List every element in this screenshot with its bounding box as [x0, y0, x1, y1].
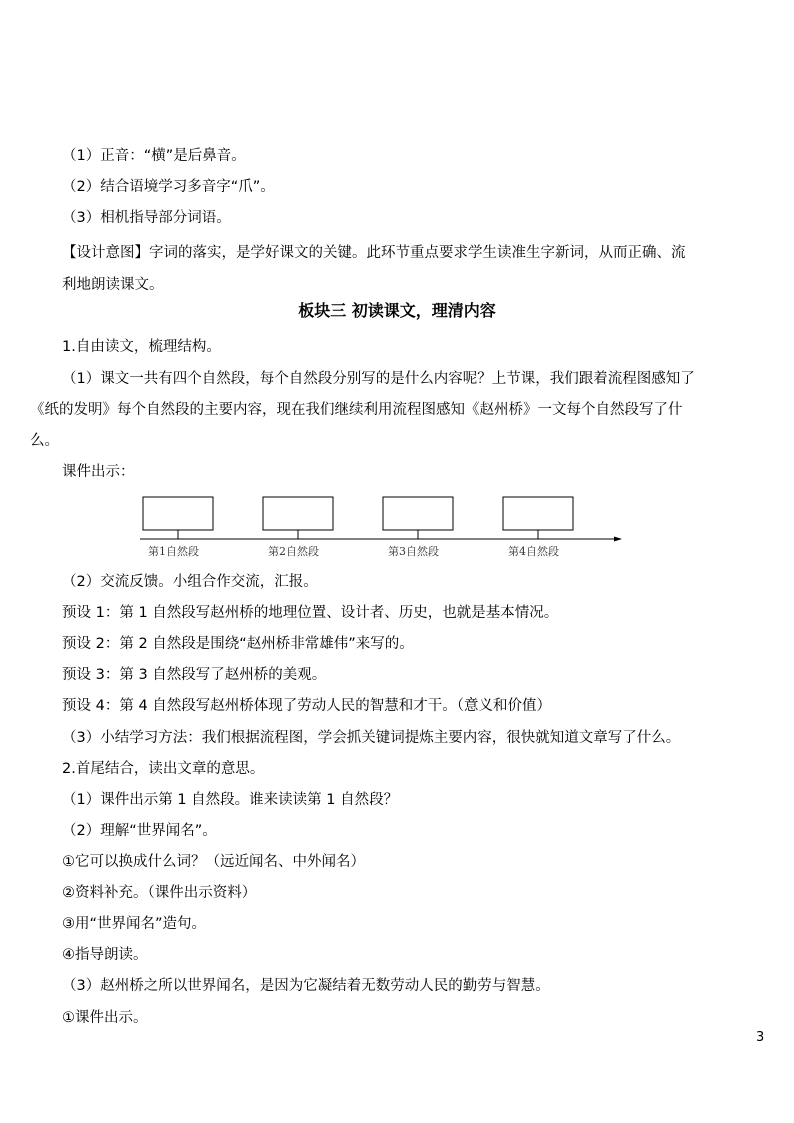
- step-2-title: 2.首尾结合，读出文章的意思。: [62, 761, 265, 777]
- flow-box-2: [263, 497, 333, 530]
- text-line-sub-2: ②资料补充。（课件出示资料）: [62, 885, 257, 901]
- text-line-summary: （3）小结学习方法：我们根据流程图，学会抓关键词提炼主要内容，很快就知道文章写了什么。: [62, 730, 681, 746]
- text-line-courseware-show: ①课件出示。: [62, 1010, 148, 1026]
- design-intent-text-2: 利地朗读课文。: [62, 277, 164, 293]
- flow-diagram-svg: [140, 493, 630, 563]
- text-line-polyphonic: （2）结合语境学习多音字“爪”。: [62, 179, 275, 195]
- courseware-label: 课件出示：: [62, 464, 135, 480]
- text-line-understand: （2）理解“世界闻名”。: [62, 823, 217, 839]
- design-intent-note: [62, 237, 752, 301]
- text-line-preset-1: 预设 1：第 1 自然段写赵州桥的地理位置、设计者、历史，也就是基本情况。: [62, 605, 559, 621]
- step-1-question-line-1: （1）课文一共有四个自然段，每个自然段分别写的是什么内容呢？上节课，我们跟着流程图感知了: [62, 371, 695, 387]
- flow-label-3: 第3自然段: [388, 545, 439, 558]
- text-line-preset-4: 预设 4：第 4 自然段写赵州桥体现了劳动人民的智慧和才干。（意义和价值）: [62, 698, 552, 714]
- page-number: 3: [756, 1030, 765, 1045]
- flow-arrow-head: [614, 537, 622, 542]
- section-heading: 板块三 初读课文，理清内容: [298, 301, 496, 320]
- step-1-question-line-2: 《纸的发明》每个自然段的主要内容，现在我们继续利用流程图感知《赵州桥》一文每个自然段写了什: [30, 402, 683, 418]
- flow-label-1: 第1自然段: [148, 545, 199, 558]
- flow-diagram: [140, 493, 630, 563]
- flow-label-2: 第2自然段: [268, 545, 319, 558]
- text-line-preset-3: 预设 3：第 3 自然段写了赵州桥的美观。: [62, 667, 327, 683]
- design-intent-text-1: 字词的落实，是学好课文的关键。此环节重点要求学生读准生字新词，从而正确、流: [149, 245, 686, 261]
- text-line-sub-1: ①它可以换成什么词？（远近闻名、中外闻名）: [62, 854, 365, 870]
- text-line-feedback: （2）交流反馈。小组合作交流，汇报。: [62, 574, 318, 590]
- flow-box-3: [383, 497, 453, 530]
- text-line-vocabulary: （3）相机指导部分词语。: [62, 210, 231, 226]
- flow-label-4: 第4自然段: [508, 545, 559, 558]
- design-intent-label: 【设计意图】: [62, 245, 149, 261]
- flow-box-4: [503, 497, 573, 530]
- step-1-title: 1.自由读文，梳理结构。: [62, 339, 221, 355]
- text-line-famous-reason: （3）赵州桥之所以世界闻名，是因为它凝结着无数劳动人民的勤劳与智慧。: [62, 978, 550, 994]
- step-1-question-line-3: 么。: [30, 433, 59, 449]
- text-line-sub-4: ④指导朗读。: [62, 947, 148, 963]
- text-line-preset-2: 预设 2：第 2 自然段是围绕“赵州桥非常雄伟”来写的。: [62, 636, 414, 652]
- text-line-show-para-1: （1）课件出示第 1 自然段。谁来读读第 1 自然段？: [62, 792, 399, 808]
- flow-box-1: [143, 497, 213, 530]
- text-line-correct-pronunciation: （1）正音：“横”是后鼻音。: [62, 148, 246, 164]
- text-line-sub-3: ③用“世界闻名”造句。: [62, 916, 207, 932]
